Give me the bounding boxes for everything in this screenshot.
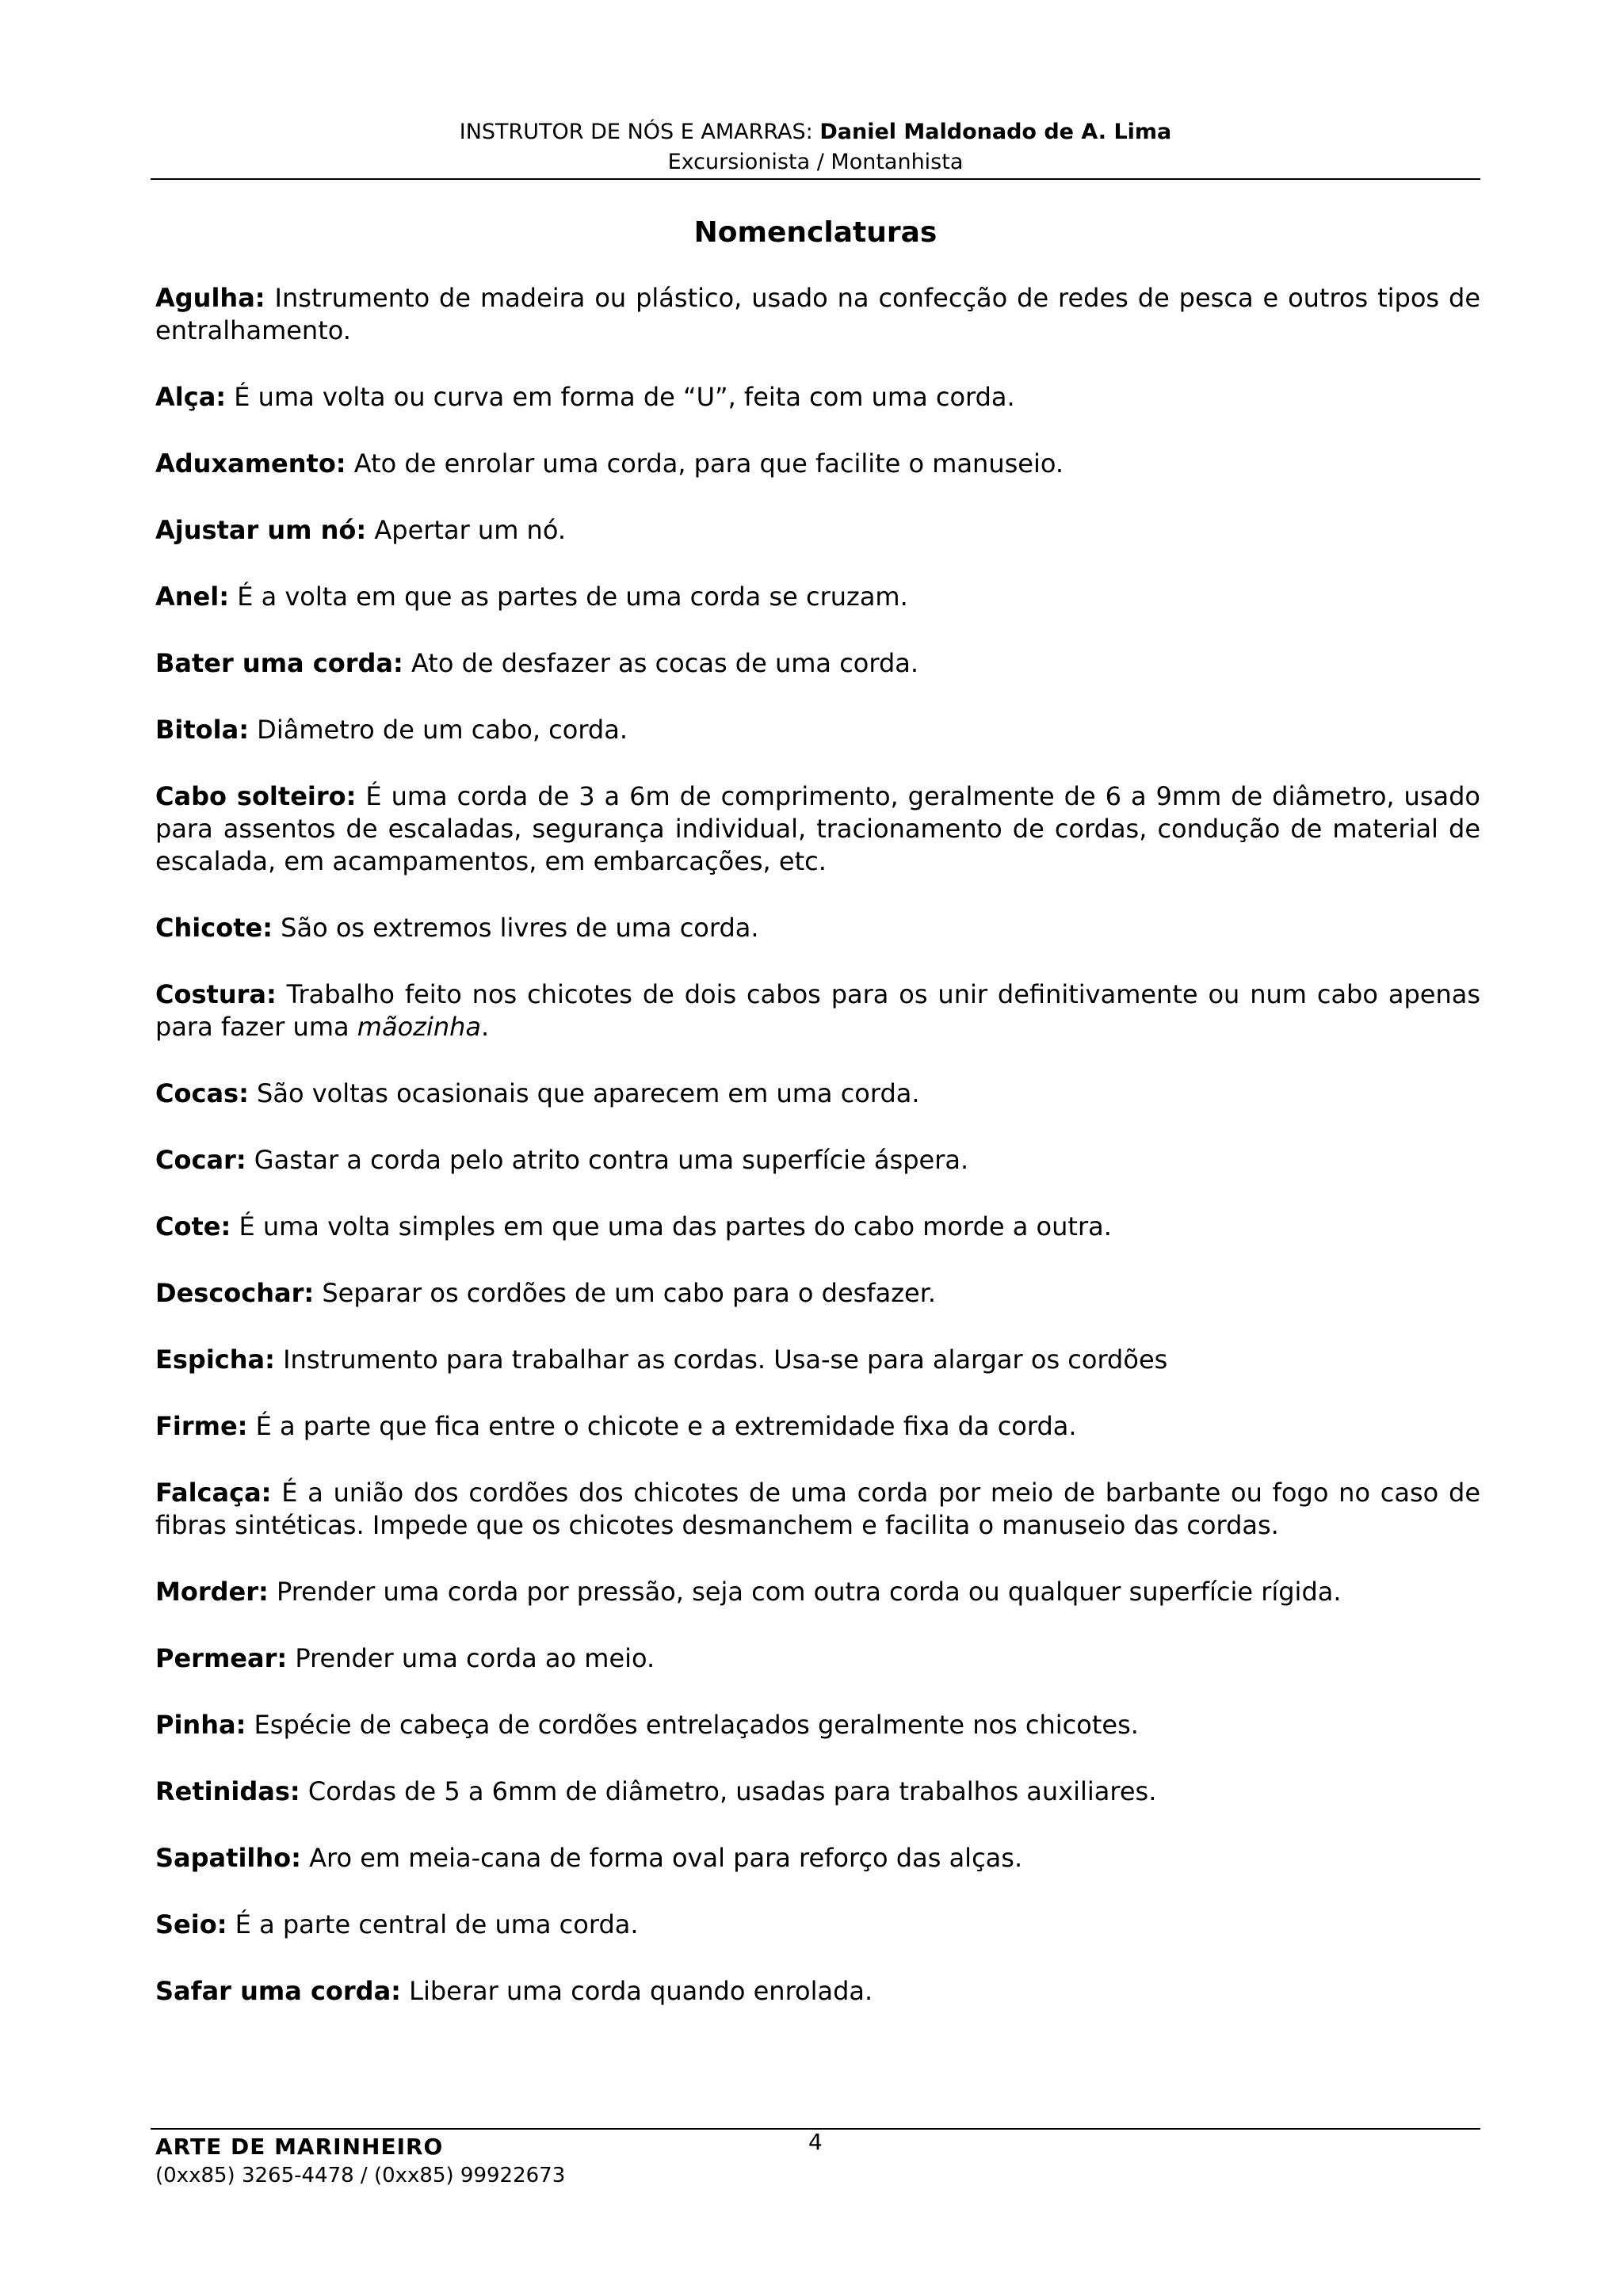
glossary-term: Permear: xyxy=(155,1643,288,1673)
glossary-entry xyxy=(155,1211,1480,1243)
glossary-term: Cocar: xyxy=(155,1145,246,1175)
glossary-entry xyxy=(155,581,1480,613)
glossary-definition: É uma volta ou curva em forma de “U”, feita com uma corda. xyxy=(226,382,1015,412)
glossary-definition-end: . xyxy=(481,1012,490,1042)
glossary-term: Safar uma corda: xyxy=(155,1976,401,2006)
glossary-definition: É a parte central de uma corda. xyxy=(227,1909,639,1939)
glossary-definition: Ato de enrolar uma corda, para que facilite o manuseio. xyxy=(346,448,1064,479)
glossary-entry xyxy=(155,1842,1480,1875)
page-number: 4 xyxy=(808,2129,823,2155)
glossary-term: Ajustar um nó: xyxy=(155,515,367,545)
glossary-entry xyxy=(155,1277,1480,1310)
glossary-entry xyxy=(155,1144,1480,1177)
page-title: Nomenclaturas xyxy=(693,216,938,249)
glossary-term: Morder: xyxy=(155,1577,269,1607)
glossary-term: Costura: xyxy=(155,979,277,1009)
glossary-term: Sapatilho: xyxy=(155,1843,301,1873)
header-author-line xyxy=(151,117,1480,147)
glossary-term: Cote: xyxy=(155,1211,231,1241)
glossary-entry xyxy=(155,1642,1480,1675)
glossary-definition: São voltas ocasionais que aparecem em uma corda. xyxy=(248,1078,920,1108)
glossary-entry xyxy=(155,647,1480,680)
glossary-term: Aduxamento: xyxy=(155,448,346,479)
glossary-definition: É a volta em que as partes de uma corda se cruzam. xyxy=(229,582,908,612)
glossary-term: Cabo solteiro: xyxy=(155,781,357,811)
glossary-term: Alça: xyxy=(155,382,227,412)
glossary-term: Anel: xyxy=(155,582,230,612)
glossary-definition: Cordas de 5 a 6mm de diâmetro, usadas para trabalhos auxiliares. xyxy=(300,1776,1157,1806)
glossary-definition: É uma volta simples em que uma das partes do cabo morde a outra. xyxy=(231,1211,1112,1241)
glossary-entry xyxy=(155,780,1480,878)
glossary-term: Pinha: xyxy=(155,1710,246,1740)
glossary-definition: Diâmetro de um cabo, corda. xyxy=(249,715,628,745)
glossary-term: Bitola: xyxy=(155,715,249,745)
glossary-entry xyxy=(155,381,1480,414)
footer-phone: (0xx85) 3265-4478 / (0xx85) 99922673 xyxy=(155,2164,566,2187)
glossary-term: Firme: xyxy=(155,1411,248,1441)
glossary-entry xyxy=(155,1709,1480,1741)
glossary-list xyxy=(155,282,1480,2042)
glossary-definition: Gastar a corda pelo atrito contra uma superfície áspera. xyxy=(246,1145,969,1175)
glossary-term: Falcaça: xyxy=(155,1478,272,1508)
glossary-term: Chicote: xyxy=(155,913,273,943)
glossary-entry xyxy=(155,978,1480,1043)
header-prefix: INSTRUTOR DE NÓS E AMARRAS: xyxy=(459,120,820,144)
glossary-entry xyxy=(155,1909,1480,1941)
glossary-entry xyxy=(155,1576,1480,1608)
glossary-definition: Instrumento de madeira ou plástico, usado na confecção de redes de pesca e outros tipos de entralhamento. xyxy=(155,283,1480,345)
glossary-entry xyxy=(155,1410,1480,1443)
glossary-definition: É uma corda de 3 a 6m de comprimento, geralmente de 6 a 9mm de diâmetro, usado para assentos de escaladas, segurança individual, tracionamento de cordas, condução de material de escalada, em acampamentos, em embarcações, etc. xyxy=(155,781,1481,876)
page-header xyxy=(151,117,1480,177)
page-footer xyxy=(155,2133,565,2190)
footer-title: ARTE DE MARINHEIRO xyxy=(155,2134,444,2160)
glossary-definition: São os extremos livres de uma corda. xyxy=(272,913,759,943)
glossary-definition: Prender uma corda por pressão, seja com outra corda ou qualquer superfície rígida. xyxy=(268,1577,1342,1607)
glossary-definition: Espécie de cabeça de cordões entrelaçados geralmente nos chicotes. xyxy=(246,1710,1139,1740)
glossary-term: Espicha: xyxy=(155,1344,275,1375)
glossary-definition: Ato de desfazer as cocas de uma corda. xyxy=(403,648,919,678)
glossary-definition: Liberar uma corda quando enrolada. xyxy=(400,1976,873,2006)
glossary-entry xyxy=(155,1344,1480,1376)
glossary-term: Cocas: xyxy=(155,1078,249,1108)
glossary-definition: É a união dos cordões dos chicotes de uma corda por meio de barbante ou fogo no caso de fibras sintéticas. Impede que os chicotes desmanchem e facilita o manuseio das cordas. xyxy=(155,1478,1480,1540)
glossary-entry xyxy=(155,1077,1480,1110)
glossary-entry xyxy=(155,1775,1480,1808)
glossary-term: Bater uma corda: xyxy=(155,648,403,678)
glossary-term: Seio: xyxy=(155,1909,227,1939)
glossary-term: Descochar: xyxy=(155,1278,315,1308)
glossary-term: Agulha: xyxy=(155,283,265,313)
glossary-definition: Trabalho feito nos chicotes de dois cabos para os unir definitivamente ou num cabo apenas para fazer uma xyxy=(155,979,1480,1042)
glossary-entry xyxy=(155,1477,1480,1542)
glossary-definition: Prender uma corda ao meio. xyxy=(287,1643,655,1673)
glossary-entry xyxy=(155,282,1480,347)
glossary-entry xyxy=(155,714,1480,746)
glossary-definition: Instrumento para trabalhar as cordas. Usa-se para alargar os cordões xyxy=(274,1344,1168,1375)
glossary-entry xyxy=(155,514,1480,547)
glossary-definition-italic: mãozinha xyxy=(357,1012,481,1042)
glossary-term: Retinidas: xyxy=(155,1776,300,1806)
glossary-entry xyxy=(155,912,1480,944)
glossary-definition: É a parte que fica entre o chicote e a extremidade fixa da corda. xyxy=(247,1411,1077,1441)
glossary-definition: Aro em meia-cana de forma oval para reforço das alças. xyxy=(300,1843,1023,1873)
header-subtitle: Excursionista / Montanhista xyxy=(667,150,964,174)
glossary-entry xyxy=(155,1975,1480,2008)
header-author-name: Daniel Maldonado de A. Lima xyxy=(819,120,1172,144)
header-divider xyxy=(151,178,1480,180)
glossary-entry xyxy=(155,448,1480,480)
glossary-definition: Apertar um nó. xyxy=(366,515,566,545)
glossary-definition: Separar os cordões de um cabo para o desfazer. xyxy=(314,1278,937,1308)
